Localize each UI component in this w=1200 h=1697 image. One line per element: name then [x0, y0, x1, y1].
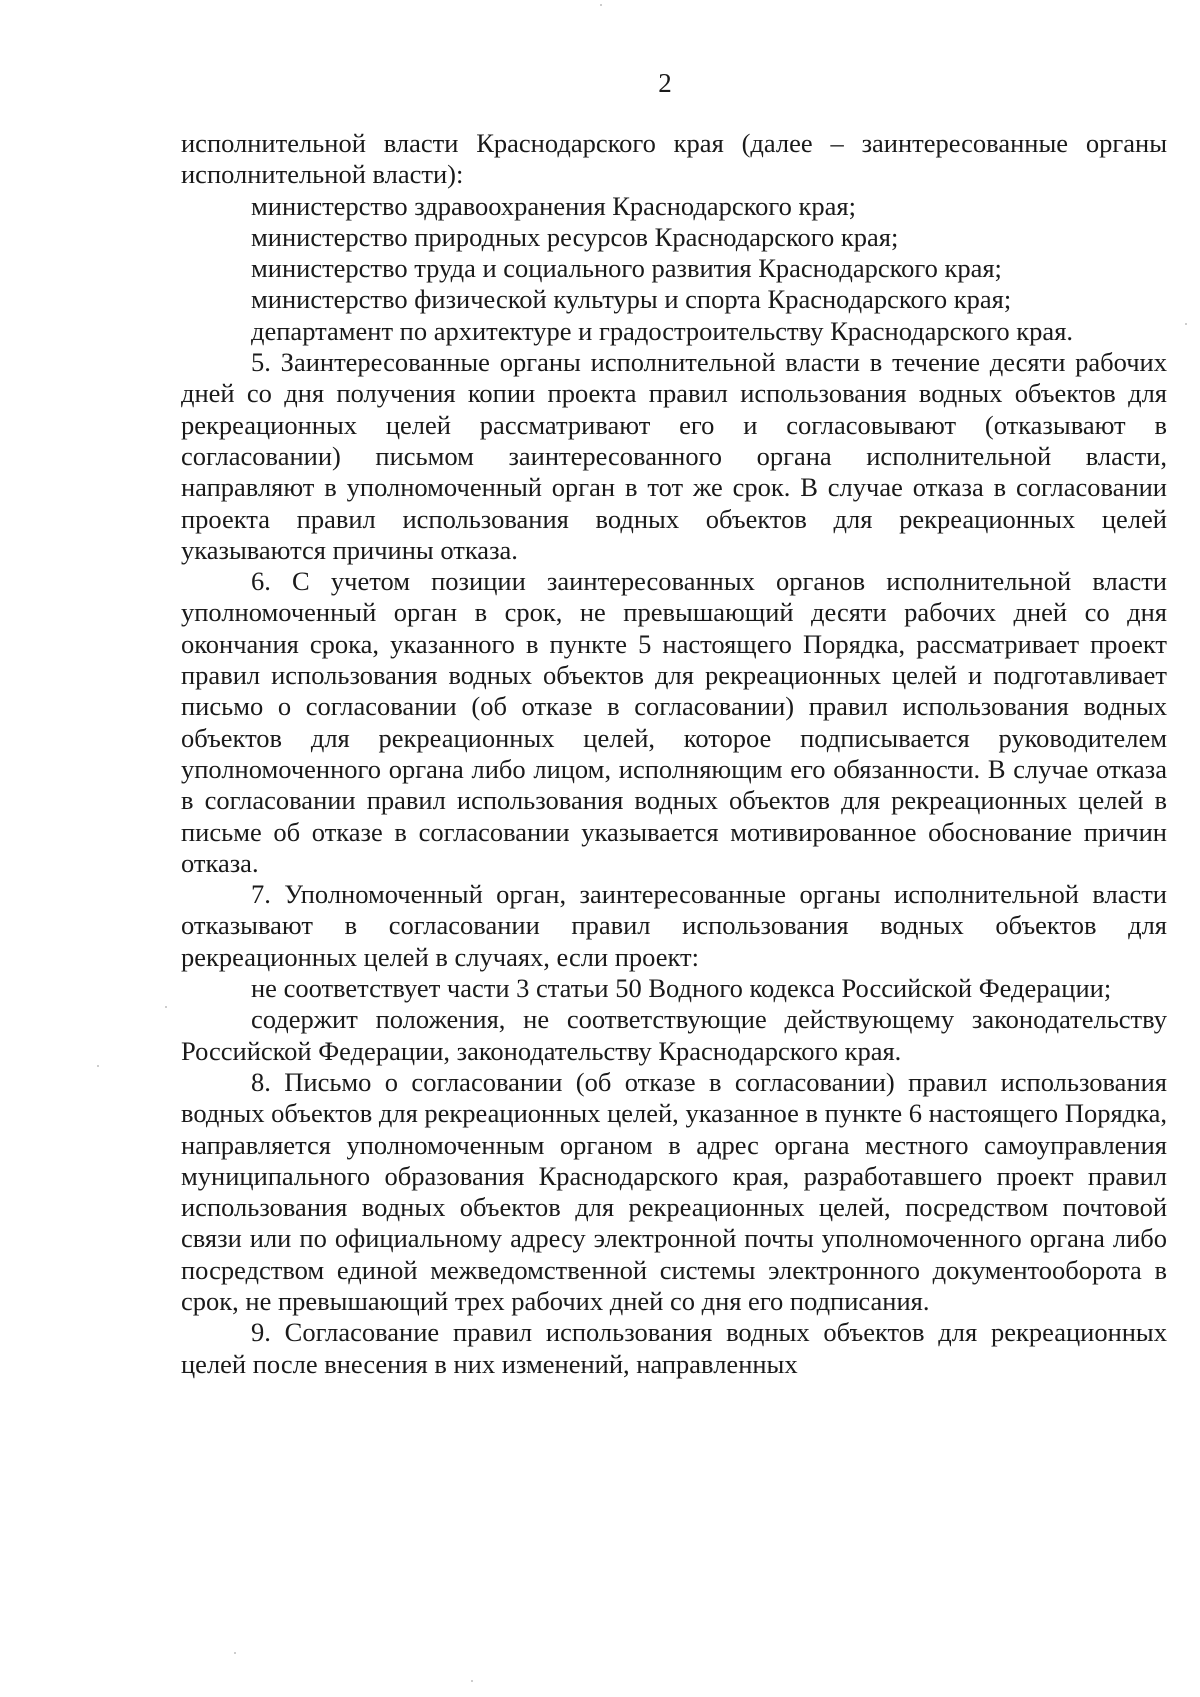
page-number: 2 — [658, 68, 672, 98]
paragraph-continuation: исполнительной власти Краснодарского края (далее – заинтересованные органы исполнительной власти): — [181, 128, 1167, 190]
paragraph-7: 7. Уполномоченный орган, заинтересованные органы исполнительной власти отказывают в согласовании правил использования водных объектов для рекреационных целей в случаях, если проект: — [181, 879, 1167, 972]
list-item-ministry-labor: министерство труда и социального развития Краснодарского края; — [251, 253, 1002, 284]
paragraph-9: 9. Согласование правил использования водных объектов для рекреационных целей после внесения в них изменений, направленных — [181, 1317, 1167, 1379]
list-item-ministry-natural-resources: министерство природных ресурсов Краснодарского края; — [251, 221, 899, 252]
scan-speck — [97, 1065, 99, 1067]
paragraph-6: 6. С учетом позиции заинтересованных органов исполнительной власти уполномоченный орган в срок, не превышающий десяти рабочих дней со дня окончания срока, указанного в пункте 5 настоящего Порядка, рассматривает проект правил использования водных объектов для рекреационных целей и подготавливает письмо о согласовании (об отказе в согласовании) правил использования водных объектов для рекреационных целей, которое подписывается руководителем уполномоченного органа либо лицом, исполняющим его обязанности. В случае отказа в согласовании правил использования водных объектов для рекреационных целей в письме об отказе в согласовании указывается мотивированное обоснование причин отказа. — [181, 566, 1167, 878]
paragraph-5: 5. Заинтересованные органы исполнительной власти в течение десяти рабочих дней со дня получения копии проекта правил использования водных объектов для рекреационных целей рассматривают его и согласовывают (отказывают в согласовании) письмом заинтересованного органа исполнительной власти, направляют в уполномоченный орган в тот же срок. В случае отказа в согласовании проекта правил использования водных объектов для рекреационных целей указываются причины отказа. — [181, 347, 1167, 565]
document-body — [181, 128, 1167, 1380]
paragraph-8: 8. Письмо о согласовании (об отказе в согласовании) правил использования водных объектов для рекреационных целей, указанное в пункте 6 настоящего Порядка, направляется уполномоченным органом в адрес органа местного самоуправления муниципального образования Краснодарского края, разработавшего проект правил использования водных объектов для рекреационных целей, посредством почтовой связи или по официальному адресу электронной почты уполномоченного органа либо посредством единой межведомственной системы электронного документооборота в срок, не превышающий трех рабочих дней со дня его подписания. — [181, 1066, 1167, 1316]
scan-speck — [234, 1652, 236, 1654]
list-item-department-architecture: департамент по архитектуре и градостроительству Краснодарского края. — [251, 315, 1074, 346]
scan-speck — [600, 4, 602, 6]
list-item-ministry-health: министерство здравоохранения Краснодарского края; — [251, 190, 856, 221]
list-item-legislation: содержит положения, не соответствующие действующему законодательству Российской Федерации, законодательству Краснодарского края. — [181, 1004, 1167, 1066]
list-item-water-code: не соответствует части 3 статьи 50 Водного кодекса Российской Федерации; — [251, 973, 1112, 1004]
scan-speck — [471, 1680, 473, 1682]
list-item-ministry-sport: министерство физической культуры и спорта Краснодарского края; — [251, 284, 1012, 315]
scan-speck — [1185, 323, 1187, 325]
scan-speck — [165, 1006, 167, 1008]
